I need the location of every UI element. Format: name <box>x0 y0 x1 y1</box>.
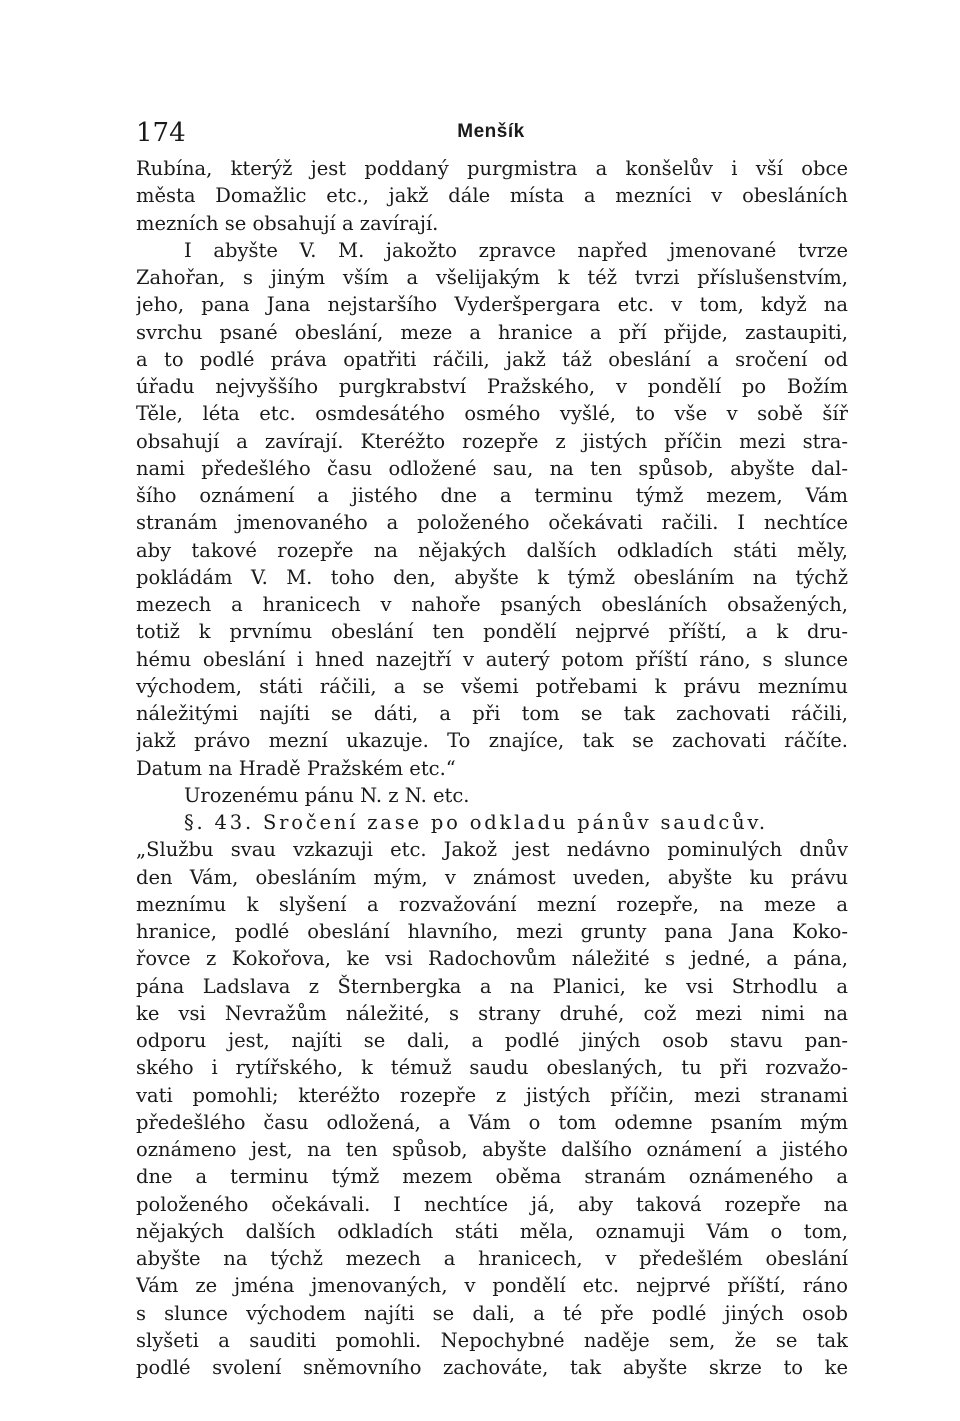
text-line: abyšte na týchž mezech a hranicech, v předešlém obeslání <box>136 1247 848 1270</box>
section-heading: §. 43. Sročení zase po odkladu pánův saudcův. <box>184 811 768 834</box>
text-line: nějakých dalších odkladích státi měla, oznamuji Vám o tom, <box>136 1219 848 1243</box>
text-line: pokládám V. M. toho den, abyšte k týmž obesláním na týchž <box>136 565 848 589</box>
text-line: obsahují a zavírají. Kteréžto rozepře z jistých příčin mezi stra- <box>136 429 848 453</box>
text-line: den Vám, obesláním mým, v známost uveden, abyšte ku právu <box>136 865 848 889</box>
text-line: ského i rytířského, k témuž saudu obeslaných, tu při rozvažo- <box>136 1056 848 1080</box>
text-line: řovce z Kokořova, ke vsi Radochovům náležité s jedné, a pána, <box>136 947 848 971</box>
text-line: jakž právo mezní ukazuje. To znajíce, tak se zachovati ráčíte. <box>136 729 848 753</box>
text-line: města Domažlic etc., jakž dále místa a mezníci v obesláních <box>136 184 848 208</box>
text-line: předešlého času odložená, a Vám o tom odemne psaním mým <box>136 1110 848 1134</box>
text-line: východem, státi ráčili, a se všemi potřebami k právu meznímu <box>136 674 848 698</box>
text-line: šího oznámení a jistého dne a terminu týmž mezem, Vám <box>136 484 848 507</box>
text-line: mezních se obsahují a zavírají. <box>136 211 439 235</box>
text-line: slyšeti a sauditi pomohli. Nepochybné naděje sem, že se tak <box>136 1328 848 1352</box>
text-line: Těle, léta etc. osmdesátého osmého vyšlé, to vše v sobě šíř <box>136 402 848 426</box>
text-line: svrchu psané obeslání, meze a hranice a pří přijde, zastaupiti, <box>136 320 848 344</box>
text-line: ke vsi Nevražům náležité, s strany druhé, což mezi nimi na <box>136 1001 848 1025</box>
text-line: I abyšte V. M. jakožto zpravce napřed jmenované tvrze <box>184 238 848 262</box>
addressee-line: Urozenému pánu N. z N. etc. <box>184 783 470 807</box>
text-line: hranice, podlé obeslání hlavního, mezi grunty pana Jana Koko- <box>136 920 848 943</box>
text-line: hému obeslání i hned nazejtří v auterý potom příští ráno, s slunce <box>136 647 848 671</box>
text-line: dne a terminu týmž mezem oběma stranám oznámeného a <box>136 1165 848 1189</box>
body-text <box>136 155 848 1381</box>
text-line: meznímu k slyšení a rozvažování mezní rozepře, na meze a <box>136 892 848 916</box>
page-header <box>136 110 846 150</box>
text-line: Rubína, kterýž jest poddaný purgmistra a konšelův i vší obce <box>136 157 848 180</box>
text-line: s slunce východem najíti se dali, a té pře podlé jiných osob <box>136 1301 848 1325</box>
text-line: podlé svolení sněmovního zachováte, tak abyšte skrze to ke <box>136 1356 848 1379</box>
text-line: náležitými najíti se dáti, a při tom se tak zachovati ráčili, <box>136 702 848 725</box>
text-line: Zahořan, s jiným vším a všelijakým k též tvrzi příslušenstvím, <box>136 266 848 289</box>
text-line: „Službu svau vzkazuji etc. Jakož jest nedávno pominulých dnův <box>136 838 848 862</box>
text-line: úřadu nejvyššího purgkrabství Pražského, v pondělí po Božím <box>136 375 848 398</box>
text-line: vati pomohli; kteréžto rozepře z jistých příčin, mezi stranami <box>136 1083 848 1107</box>
text-line: Datum na Hradě Pražském etc.“ <box>136 756 456 780</box>
text-line: jeho, pana Jana nejstaršího Vyderšpergara etc. v tom, když na <box>136 293 848 317</box>
running-title: Menšík <box>457 121 525 142</box>
text-line: oznámeno jest, na ten spůsob, abyšte dalšího oznámení a jistého <box>136 1138 848 1161</box>
text-line: nami předešlého času odložené sau, na ten spůsob, abyšte dal- <box>136 456 848 480</box>
text-line: odporu jest, najíti se dali, a podlé jiných osob stavu pan- <box>136 1029 848 1052</box>
text-line: totiž k prvnímu obeslání ten pondělí nejprvé příští, a k dru- <box>136 620 848 644</box>
page-number: 174 <box>136 118 186 148</box>
text-line: stranám jmenovaného a položeného očekávati račili. I nechtíce <box>136 511 848 535</box>
text-line: aby takové rozepře na nějakých dalších odkladích státi měly, <box>136 538 848 562</box>
text-line: a to podlé práva opatřiti ráčili, jakž táž obeslání a sročení od <box>136 347 848 371</box>
text-line: mezech a hranicech v nahoře psaných obesláních obsažených, <box>136 593 848 616</box>
text-line: Vám ze jména jmenovaných, v pondělí etc. nejprvé příští, ráno <box>136 1274 848 1298</box>
text-line: položeného očekávali. I nechtíce já, aby taková rozepře na <box>136 1192 848 1216</box>
text-line: pána Ladslava z Šternbergka a na Planici, ke vsi Strhodlu a <box>136 974 848 998</box>
